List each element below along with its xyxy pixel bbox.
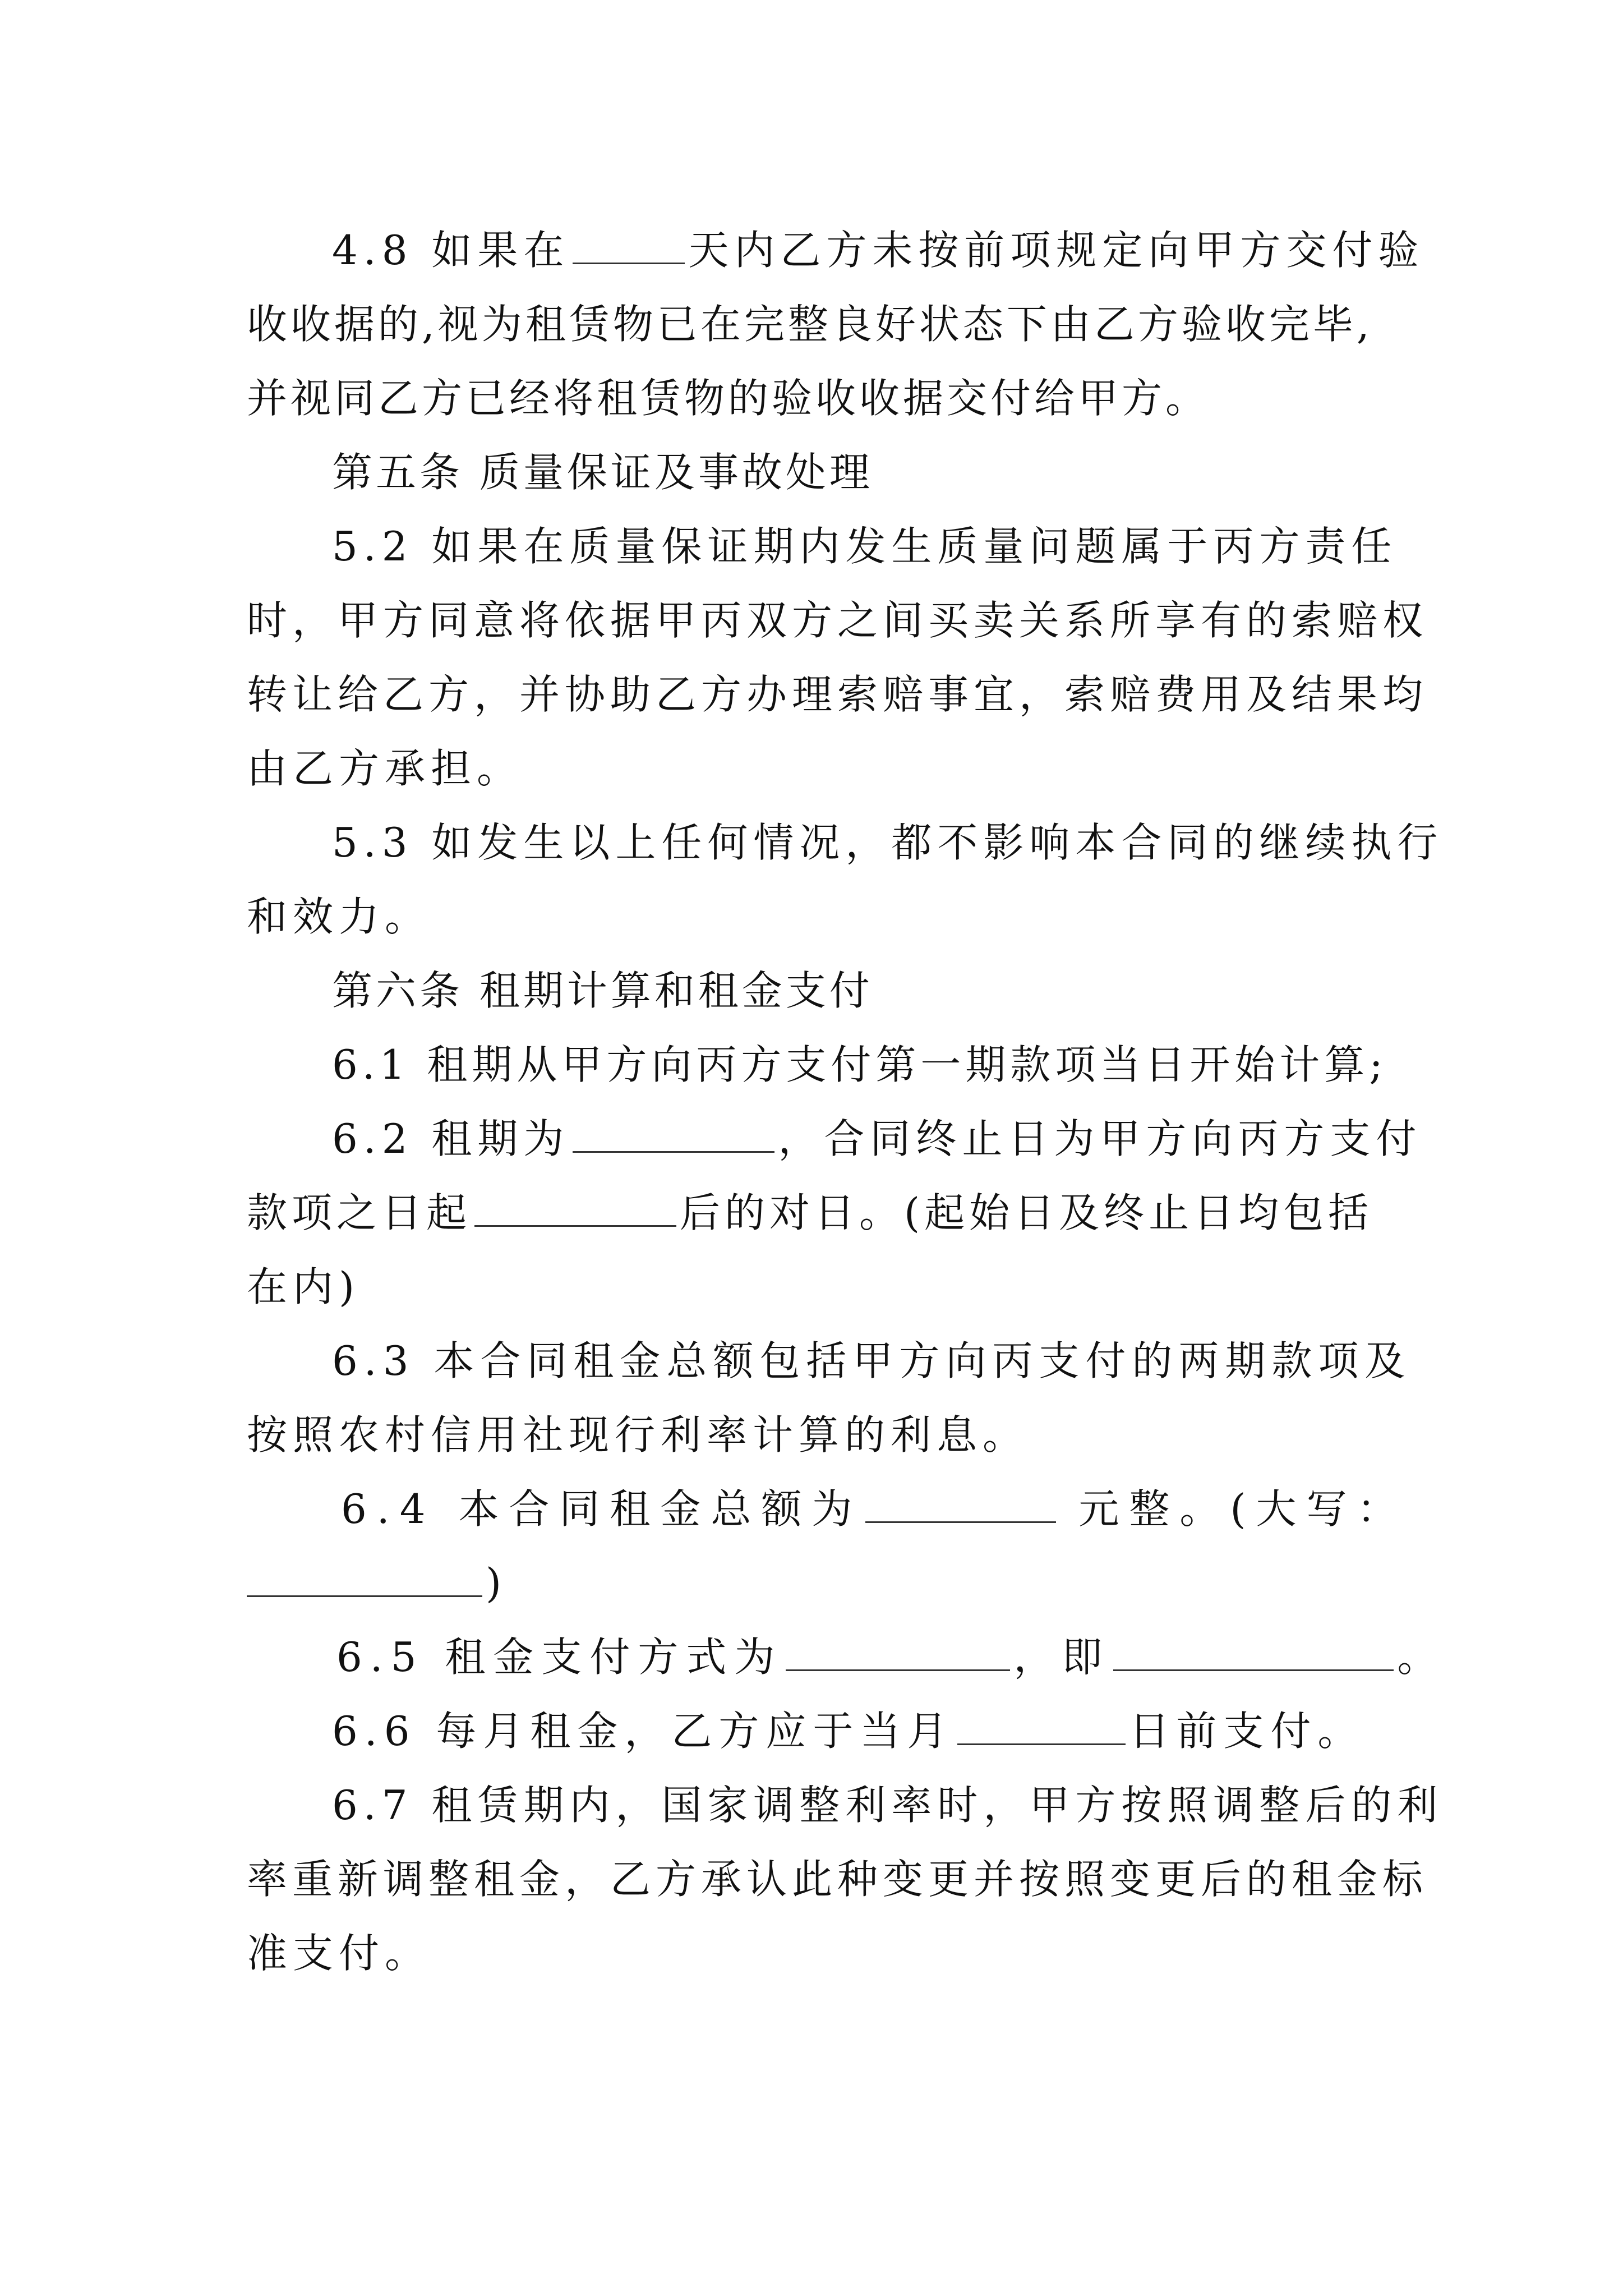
- clause-6-2-text-b: ，合同终止日为甲方向丙方支付: [778, 1115, 1422, 1162]
- clause-6-5-text-c: 。: [1397, 1634, 1446, 1681]
- clause-6-6-text-b: 日前支付。: [1129, 1708, 1365, 1755]
- clause-5-2-line-2: 时，甲方同意将依据甲丙双方之间买卖关系所享有的索赔权: [247, 597, 1428, 644]
- clause-6-2-line-3: 在内): [247, 1263, 361, 1310]
- clause-6-5-text-b: ，即: [1013, 1634, 1110, 1681]
- clause-6-5: [336, 1631, 1445, 1683]
- payment-day-blank-field: [957, 1709, 1126, 1745]
- clause-4-8-text-a: 4.8 如果在: [332, 227, 570, 274]
- clause-4-8-line-3: 并视同乙方已经将租赁物的验收收据交付给甲方。: [247, 375, 1210, 422]
- article-5-heading: 第五条 质量保证及事故处理: [332, 449, 873, 496]
- clause-6-2-text-c: 款项之日起: [247, 1189, 472, 1236]
- period-blank-field: [474, 1190, 676, 1227]
- clause-6-4-line-2: [247, 1557, 507, 1609]
- clause-6-2-text-a: 6.2 租期为: [332, 1115, 570, 1162]
- clause-6-5-text-a: 6.5 租金支付方式为: [336, 1634, 783, 1681]
- clause-6-6-text-a: 6.6 每月租金，乙方应于当月: [332, 1708, 955, 1755]
- clause-6-4-text-a: 6.4 本合同租金总额为: [341, 1485, 863, 1533]
- clause-6-7-line-1: 6.7 租赁期内，国家调整利率时，甲方按照调整后的利: [332, 1782, 1444, 1829]
- lease-term-blank-field: [573, 1116, 774, 1153]
- clause-6-2-line-1: [332, 1113, 1422, 1165]
- article-6-heading: 第六条 租期计算和租金支付: [332, 967, 873, 1014]
- clause-5-2-line-1: 5.2 如果在质量保证期内发生质量问题属于丙方责任: [332, 523, 1398, 570]
- clause-5-3-line-1: 5.3 如发生以上任何情况，都不影响本合同的继续执行: [332, 819, 1444, 866]
- clause-4-8-line-2: 收收据的,视为租赁物已在完整良好状态下由乙方验收完毕,: [247, 301, 1373, 348]
- clause-6-7-line-3: 准支付。: [247, 1930, 431, 1977]
- clause-5-2-line-3: 转让给乙方，并协助乙方办理索赔事宜，索赔费用及结果均: [247, 671, 1428, 718]
- clause-6-3-line-1: 6.3 本合同租金总额包括甲方向丙支付的两期款项及: [332, 1337, 1412, 1384]
- clause-6-6: [332, 1705, 1364, 1757]
- rent-total-blank-field: [865, 1487, 1056, 1523]
- clause-4-8-text-b: 天内乙方未按前项规定向甲方交付验: [688, 227, 1424, 274]
- clause-6-2-line-2: [247, 1187, 1373, 1239]
- clause-6-4-text-b: 元整。(大写：: [1078, 1485, 1408, 1533]
- rent-total-uppercase-blank-field: [247, 1561, 482, 1597]
- clause-5-2-line-4: 由乙方承担。: [247, 745, 523, 792]
- clause-6-4-line-1: [341, 1483, 1408, 1535]
- clause-6-3-line-2: 按照农村信用社现行利率计算的利息。: [247, 1411, 1029, 1458]
- clause-6-4-text-c: ): [486, 1559, 508, 1607]
- payment-method-blank-field: [786, 1635, 1010, 1671]
- clause-6-1: 6.1 租期从甲方向丙方支付第一期款项当日开始计算;: [332, 1041, 1387, 1088]
- clause-6-7-line-2: 率重新调整租金，乙方承认此种变更并按照变更后的租金标: [247, 1856, 1428, 1903]
- payment-detail-blank-field: [1113, 1635, 1394, 1671]
- clause-4-8-line-1: [332, 224, 1424, 276]
- days-blank-field: [573, 228, 685, 264]
- clause-5-3-line-2: 和效力。: [247, 893, 431, 940]
- clause-6-2-text-d: 后的对日。(起始日及终止日均包括: [680, 1189, 1373, 1236]
